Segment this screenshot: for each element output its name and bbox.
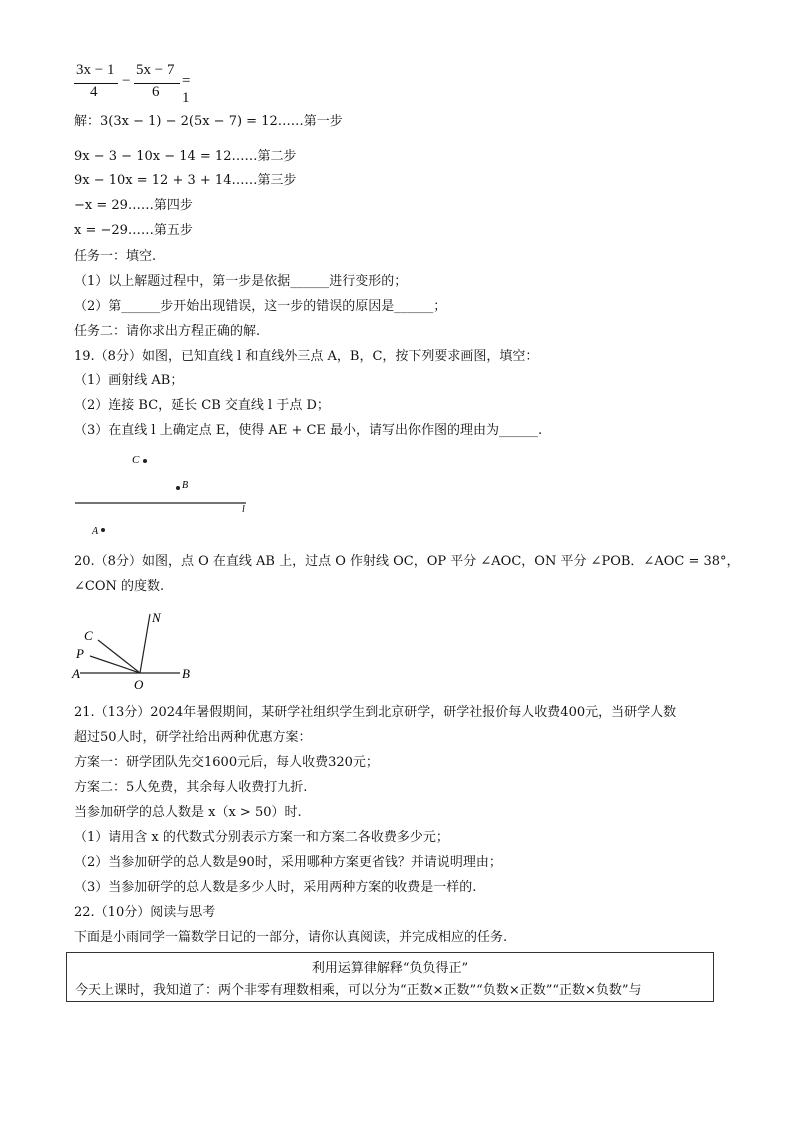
fraction-equation bbox=[74, 62, 194, 104]
task-1-heading: 任务一：填空. bbox=[74, 249, 157, 264]
diary-box bbox=[66, 952, 714, 1002]
q22-stem: 22.（10分）阅读与思考 bbox=[74, 905, 216, 920]
label-o: O bbox=[134, 677, 144, 692]
solution-step-2: 9x − 3 − 10x − 14 = 12……第二步 bbox=[74, 149, 297, 164]
label-a: A bbox=[72, 666, 80, 681]
q21-plan-1: 方案一：研学团队先交1600元后，每人收费320元； bbox=[74, 755, 379, 770]
label-c: C bbox=[84, 628, 93, 643]
task-1-part-1: （1）以上解题过程中，第一步是依据______进行变形的； bbox=[74, 274, 408, 289]
denominator-2: 6 bbox=[152, 84, 160, 100]
q19-part-3: （3）在直线 l 上确定点 E，使得 AE + CE 最小，请写出你作图的理由为______. bbox=[74, 423, 543, 438]
label-n: N bbox=[152, 610, 161, 625]
solution-step-1: 解：3(3x − 1) − 2(5x − 7) = 12……第一步 bbox=[74, 114, 343, 129]
task-2-heading: 任务二：请你求出方程正确的解. bbox=[74, 324, 261, 339]
label-b: B bbox=[182, 666, 190, 681]
q21-stem-1: 21.（13分）2024年暑假期间，某研学社组织学生到北京研学，研学社报价每人收费400元，当研学人数 bbox=[74, 705, 677, 720]
label-l: l bbox=[242, 504, 245, 515]
q20-diagram bbox=[70, 602, 210, 697]
q21-part-2: （2）当参加研学的总人数是90时，采用哪种方案更省钱？并请说明理由； bbox=[74, 855, 502, 870]
diary-text: 今天上课时，我知道了：两个非零有理数相乘，可以分为“正数×正数”“负数×正数”“正数×负数”与 bbox=[75, 983, 642, 998]
task-1-part-2: （2）第______步开始出现错误，这一步的错误的原因是______； bbox=[74, 299, 447, 314]
label-b: B bbox=[182, 480, 189, 491]
q20-stem-1: 20.（8分）如图，点 O 在直线 AB 上，过点 O 作射线 OC，OP 平分 ∠AOC，ON 平分 ∠POB．∠AOC = 38°， bbox=[74, 554, 740, 569]
label-a: A bbox=[92, 526, 99, 537]
ray-on bbox=[140, 614, 150, 673]
point-a bbox=[101, 528, 105, 532]
q20-stem-2: ∠CON 的度数. bbox=[74, 579, 165, 594]
q21-stem-2: 超过50人时，研学社给出两种优惠方案： bbox=[74, 730, 312, 745]
q21-part-1: （1）请用含 x 的代数式分别表示方案一和方案二各收费多少元； bbox=[74, 830, 449, 845]
denominator-1: 4 bbox=[90, 84, 98, 100]
numerator-2: 5x − 7 bbox=[136, 62, 175, 78]
q21-part-3: （3）当参加研学的总人数是多少人时，采用两种方案的收费是一样的. bbox=[74, 880, 477, 895]
q19-part-1: （1）画射线 AB； bbox=[74, 373, 184, 388]
point-b bbox=[176, 486, 180, 490]
minus-sign: − bbox=[122, 73, 131, 89]
rhs: = 1 bbox=[182, 73, 191, 106]
ray-oc bbox=[98, 640, 140, 673]
q19-stem: 19.（8分）如图，已知直线 l 和直线外三点 A，B，C，按下列要求画图，填空： bbox=[74, 349, 539, 364]
solution-step-4: −x = 29……第四步 bbox=[74, 198, 193, 213]
q19-part-2: （2）连接 BC，延长 CB 交直线 l 于点 D； bbox=[74, 398, 330, 413]
q22-intro: 下面是小雨同学一篇数学日记的一部分，请你认真阅读，并完成相应的任务. bbox=[74, 930, 508, 945]
label-p: P bbox=[76, 646, 84, 661]
label-c: C bbox=[132, 454, 140, 466]
q19-diagram bbox=[70, 446, 260, 546]
q21-plan-2: 方案二：5人免费，其余每人收费打九折. bbox=[74, 780, 308, 795]
solution-step-5: x = −29……第五步 bbox=[74, 223, 193, 238]
numerator-1: 3x − 1 bbox=[76, 62, 115, 78]
q21-condition: 当参加研学的总人数是 x（x > 50）时. bbox=[74, 805, 302, 820]
point-c bbox=[143, 459, 147, 463]
ray-op bbox=[90, 656, 140, 673]
solution-step-3: 9x − 10x = 12 + 3 + 14……第三步 bbox=[74, 173, 297, 188]
diary-title: 利用运算律解释“负负得正” bbox=[311, 961, 469, 976]
